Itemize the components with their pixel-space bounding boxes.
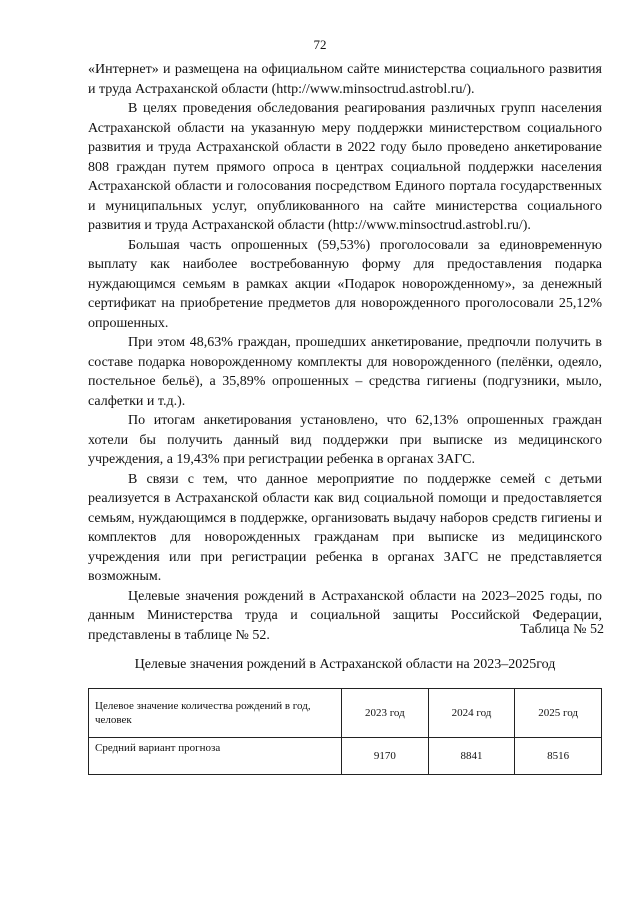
- paragraph-4: При этом 48,63% граждан, прошедших анкетирование, предпочли получить в составе подарка новорожденному комплекты для новорожденного (пелёнки, одеяло, постельное бельё), а 35,89% опрошенных – средства гигиены (подгузники, мыло, салфетки и т.д.).: [88, 335, 602, 409]
- table-cell: 9170: [342, 738, 429, 775]
- table-cell: Средний вариант прогноза: [89, 738, 342, 775]
- table-header-cell: 2023 год: [342, 689, 429, 738]
- table-header-cell: Целевое значение количества рождений в год, человек: [89, 689, 342, 738]
- page-number: 72: [313, 37, 327, 52]
- paragraph-2: В целях проведения обследования реагирования различных групп населения Астраханской области на указанную меру поддержки министерством социального развития и труда Астраханской области в 2022 году было проведено анкетирование 808 граждан путем прямого опроса в центрах социальной поддержки населения Астраханской области и голосования посредством Единого портала государственных и муниципальных услуг, опубликованного на сайте министерства социального развития и труда Астраханской области (http://www.minsoctrud.astrobl.ru/).: [88, 101, 602, 233]
- paragraph-7: Целевые значения рождений в Астраханской области на 2023–2025 годы, по данным Министерства труда и социальной защиты Российской Федерации, представлены в таблице № 52.: [88, 588, 602, 643]
- paragraph-6: В связи с тем, что данное мероприятие по поддержке семей с детьми реализуется в Астраханской области как вид социальной помощи и предоставляется семьям, нуждающимся в поддержке, организовать выдачу наборов средств гигиены и комплектов для новорожденных гражданам при выписке из медицинского учреждения или при регистрации ребенка в органах ЗАГС не представляется возможным.: [88, 471, 602, 584]
- body-text: [88, 60, 602, 645]
- table-title: Целевые значения рождений в Астраханской области на 2023–2025год: [134, 657, 556, 672]
- birth-targets-table: [88, 688, 602, 775]
- table-header-row: [89, 689, 602, 738]
- table-header-cell: 2024 год: [428, 689, 515, 738]
- paragraph-1: «Интернет» и размещена на официальном сайте министерства социального развития и труда Астраханской области (http://www.minsoctrud.astrobl.ru/).: [88, 62, 602, 97]
- table-label: Таблица № 52: [520, 622, 604, 637]
- paragraph-3: Большая часть опрошенных (59,53%) проголосовали за единовременную выплату как наиболее востребованную форму для предоставления подарка нуждающимся семьям в рамках акции «Подарок новорожденному», за денежный сертификат на приобретение предметов для новорожденного проголосовали 25,12% опрошенных.: [88, 237, 602, 331]
- table-cell: 8516: [515, 738, 602, 775]
- table-header-cell: 2025 год: [515, 689, 602, 738]
- table-row: [89, 738, 602, 775]
- table-cell: 8841: [428, 738, 515, 775]
- paragraph-5: По итогам анкетирования установлено, что 62,13% опрошенных граждан хотели бы получить данный вид поддержки при выписке из медицинского учреждения, а 19,43% при регистрации ребенка в органах ЗАГС.: [88, 413, 602, 467]
